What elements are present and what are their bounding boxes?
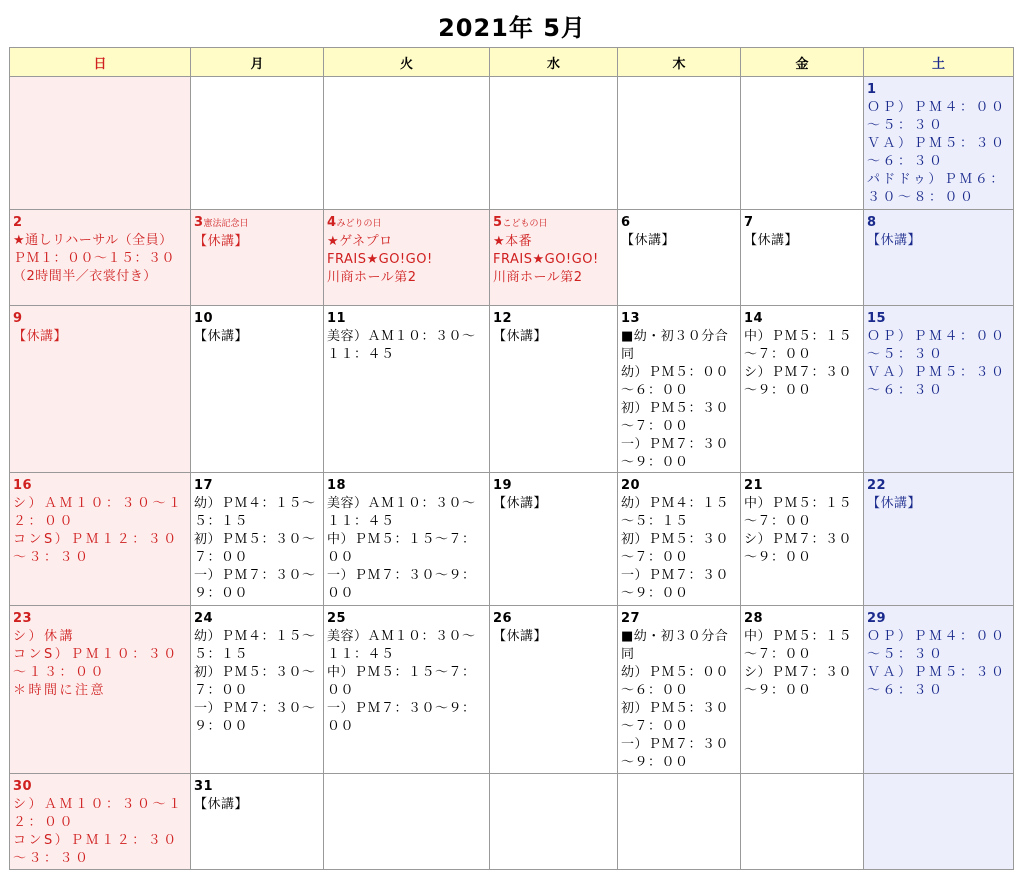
day-number: 18 — [327, 478, 347, 493]
day-cell-16 — [10, 473, 191, 606]
day-events: ■幼・初３０分合同 幼）ＰＭ５：００～６：００ 初）ＰＭ５：３０～７：００ 一）ＰＭ７：３０～９：００ — [621, 629, 730, 770]
day-number: 2 — [13, 215, 23, 230]
day-cell-27 — [618, 606, 741, 774]
day-cell-2 — [10, 210, 191, 306]
day-cell-23 — [10, 606, 191, 774]
week-row — [10, 473, 1014, 606]
day-number: 24 — [194, 611, 214, 626]
day-number: 10 — [194, 311, 214, 326]
day-events: 幼）ＰＭ４：１５～５：１５ 初）ＰＭ５：３０～７：００ 一）ＰＭ７：３０～９：００ — [621, 496, 730, 601]
day-number: 22 — [867, 478, 887, 493]
day-number: 30 — [13, 779, 33, 794]
day-events: ＯＰ）ＰＭ４：００～５：３０ ＶＡ）ＰＭ５：３０～６：３０ — [867, 329, 1007, 398]
day-number: 1 — [867, 82, 877, 97]
day-cell-4 — [324, 210, 490, 306]
holiday-name: みどりの日 — [336, 219, 382, 229]
week-row — [10, 606, 1014, 774]
day-number: 26 — [493, 611, 513, 626]
day-cell-26 — [490, 606, 618, 774]
day-cell-6 — [618, 210, 741, 306]
day-cell-28 — [741, 606, 864, 774]
day-cell-11 — [324, 306, 490, 473]
holiday-name: こどもの日 — [502, 219, 548, 229]
day-number: 3 — [194, 215, 204, 230]
weekday-thu: 木 — [618, 48, 741, 77]
day-events: 【休講】 — [194, 797, 249, 812]
day-number: 11 — [327, 311, 347, 326]
empty-cell — [191, 77, 324, 210]
empty-cell — [618, 774, 741, 870]
day-events: 【休講】 — [493, 629, 548, 644]
day-cell-17 — [191, 473, 324, 606]
day-events: 幼）ＰＭ４：１５～５：１５ 初）ＰＭ５：３０～７：００ 一）ＰＭ７：３０～９：００ — [194, 629, 316, 734]
day-number: 31 — [194, 779, 214, 794]
empty-cell — [324, 774, 490, 870]
day-cell-30 — [10, 774, 191, 870]
weekday-sat: 土 — [864, 48, 1014, 77]
day-cell-3 — [191, 210, 324, 306]
day-number: 23 — [13, 611, 33, 626]
day-cell-29 — [864, 606, 1014, 774]
day-events: 幼）ＰＭ４：１５～５：１５ 初）ＰＭ５：３０～７：００ 一）ＰＭ７：３０～９：００ — [194, 496, 316, 601]
day-cell-12 — [490, 306, 618, 473]
week-row — [10, 210, 1014, 306]
day-events: 【休講】 — [194, 329, 249, 344]
day-events: 【休講】 — [867, 233, 922, 248]
day-cell-21 — [741, 473, 864, 606]
day-number: 27 — [621, 611, 641, 626]
day-events: 【休講】 — [13, 329, 68, 344]
day-cell-9 — [10, 306, 191, 473]
day-events: ＯＰ）ＰＭ４：００～５：３０ ＶＡ）ＰＭ５：３０～６：３０ パドドゥ）ＰＭ６：３０～８：００ — [867, 100, 1007, 205]
day-cell-5 — [490, 210, 618, 306]
day-number: 28 — [744, 611, 764, 626]
holiday-name: 憲法記念日 — [203, 219, 249, 229]
empty-cell — [490, 77, 618, 210]
day-number: 25 — [327, 611, 347, 626]
day-events: 【休講】 — [621, 233, 676, 248]
empty-cell — [741, 77, 864, 210]
day-cell-10 — [191, 306, 324, 473]
day-cell-31 — [191, 774, 324, 870]
day-events: 中）ＰＭ５：１５～７：００ シ）ＰＭ７：３０～９：００ — [744, 496, 853, 565]
empty-cell — [10, 77, 191, 210]
day-number: 4 — [327, 215, 337, 230]
day-events: シ）休講 コンS）ＰＭ１０：３０～１３：００ ＊時間に注意 — [13, 629, 179, 698]
day-cell-14 — [741, 306, 864, 473]
day-number: 8 — [867, 215, 877, 230]
weekday-fri: 金 — [741, 48, 864, 77]
empty-cell — [741, 774, 864, 870]
day-number: 17 — [194, 478, 214, 493]
day-events: ■幼・初３０分合同 幼）ＰＭ５：００～６：００ 初）ＰＭ５：３０～７：００ 一）ＰＭ７：３０～９：００ — [621, 329, 730, 470]
day-events: ★本番 FRAIS★GO!GO! 川商ホール第2 — [493, 234, 599, 285]
day-cell-20 — [618, 473, 741, 606]
day-events: ★ゲネプロ FRAIS★GO!GO! 川商ホール第2 — [327, 234, 433, 285]
day-number: 21 — [744, 478, 764, 493]
weekday-tue: 火 — [324, 48, 490, 77]
day-cell-7 — [741, 210, 864, 306]
day-cell-25 — [324, 606, 490, 774]
day-number: 6 — [621, 215, 631, 230]
day-cell-15 — [864, 306, 1014, 473]
empty-cell — [618, 77, 741, 210]
day-cell-1 — [864, 77, 1014, 210]
week-row — [10, 306, 1014, 473]
day-events: シ）ＡＭ１０：３０～１２：００ コンS）ＰＭ１２：３０～３：３０ — [13, 797, 184, 866]
day-events: シ）ＡＭ１０：３０～１２：００ コンS）ＰＭ１２：３０～３：３０ — [13, 496, 184, 565]
week-row — [10, 77, 1014, 210]
day-cell-24 — [191, 606, 324, 774]
day-events: ★通しリハーサル（全員） ＰＭ１：００～１５：３０（2時間半／衣裳付き） — [13, 233, 176, 284]
day-cell-22 — [864, 473, 1014, 606]
weekday-mon: 月 — [191, 48, 324, 77]
day-events: 美容）ＡＭ１０：３０～１１：４５ 中）ＰＭ５：１５～７：００ 一）ＰＭ７：３０～９：００ — [327, 629, 476, 734]
day-number: 14 — [744, 311, 764, 326]
day-number: 9 — [13, 311, 23, 326]
day-events: 【休講】 — [493, 329, 548, 344]
day-number: 20 — [621, 478, 641, 493]
day-events: 美容）ＡＭ１０：３０～１１：４５ 中）ＰＭ５：１５～７：００ 一）ＰＭ７：３０～９：００ — [327, 496, 476, 601]
day-number: 19 — [493, 478, 513, 493]
empty-cell — [324, 77, 490, 210]
day-cell-13 — [618, 306, 741, 473]
weekday-sun: 日 — [10, 48, 191, 77]
day-number: 15 — [867, 311, 887, 326]
day-events: 中）ＰＭ５：１５～７：００ シ）ＰＭ７：３０～９：００ — [744, 629, 853, 698]
week-row — [10, 774, 1014, 870]
day-events: ＯＰ）ＰＭ４：００～５：３０ ＶＡ）ＰＭ５：３０～６：３０ — [867, 629, 1007, 698]
weekday-header-row — [10, 48, 1014, 77]
day-number: 12 — [493, 311, 513, 326]
calendar-title: 2021年 5月 — [438, 14, 586, 42]
day-number: 7 — [744, 215, 754, 230]
day-number: 16 — [13, 478, 33, 493]
day-events: 【休講】 — [493, 496, 548, 511]
day-number: 13 — [621, 311, 641, 326]
day-number: 5 — [493, 215, 503, 230]
day-number: 29 — [867, 611, 887, 626]
day-cell-18 — [324, 473, 490, 606]
empty-cell — [864, 774, 1014, 870]
day-events: 【休講】 — [744, 233, 799, 248]
month-calendar — [9, 47, 1014, 870]
day-events: 【休講】 — [194, 234, 249, 249]
day-events: 【休講】 — [867, 496, 922, 511]
day-cell-8 — [864, 210, 1014, 306]
day-events: 美容）ＡＭ１０：３０～１１：４５ — [327, 329, 476, 362]
weekday-wed: 水 — [490, 48, 618, 77]
empty-cell — [490, 774, 618, 870]
day-events: 中）ＰＭ５：１５～７：００ シ）ＰＭ７：３０～９：００ — [744, 329, 853, 398]
day-cell-19 — [490, 473, 618, 606]
